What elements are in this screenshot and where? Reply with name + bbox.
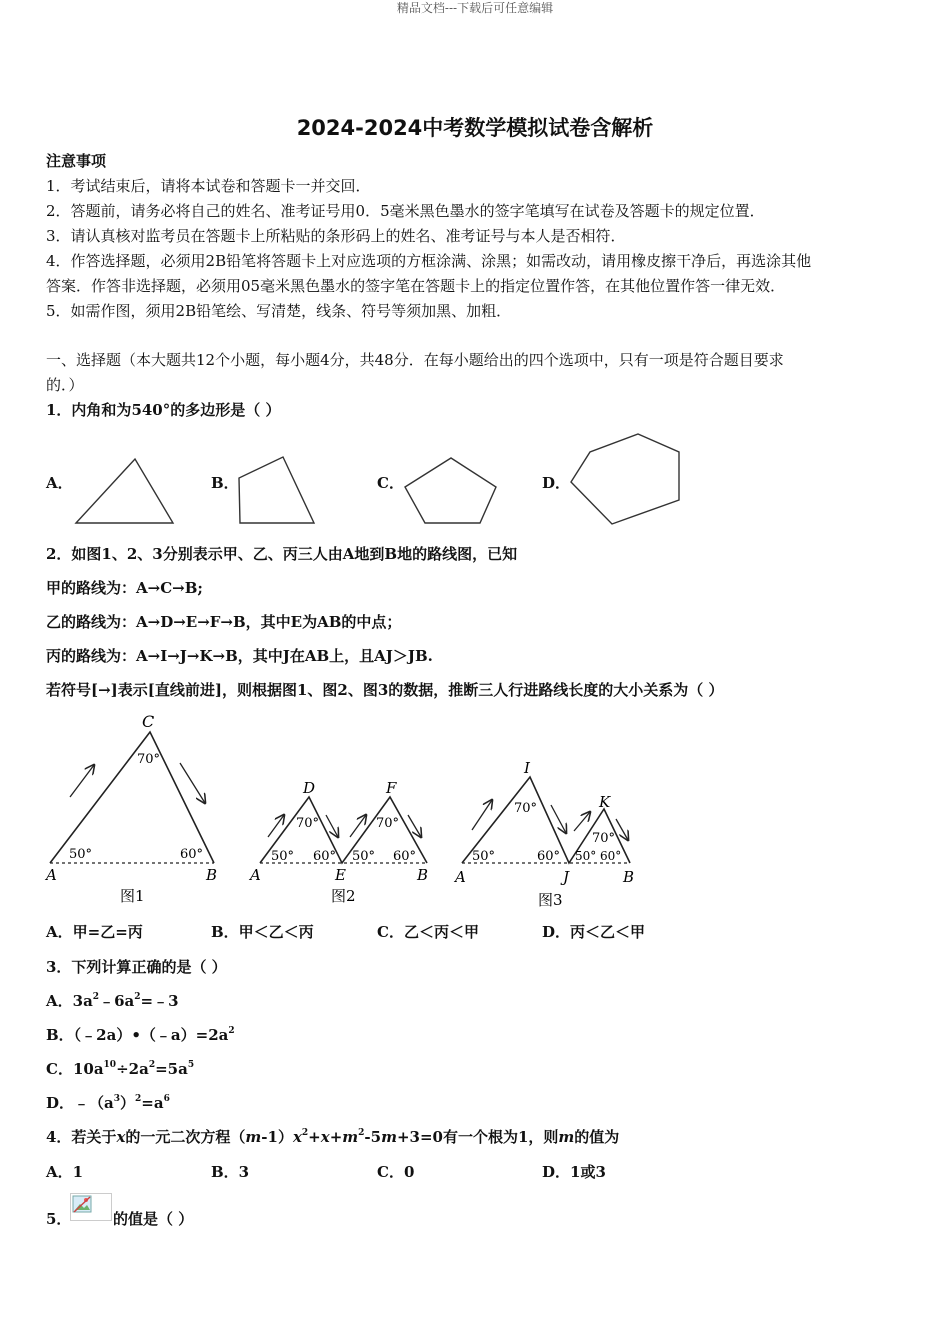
section-heading: 一、选择题（本大题共12个小题，每小题4分，共48分．在每小题给出的四个选项中，只有一项是符合题目要求: [46, 351, 784, 369]
fig2-label-b: B: [417, 866, 429, 884]
notice-item: 答案．作答非选择题，必须用05毫米黑色墨水的签字笔在答题卡上的指定位置作答，在其他位置作答一律无效．: [46, 277, 786, 295]
q1-option-a: A．: [46, 474, 73, 492]
triangle-shape: [76, 459, 173, 523]
fig3-caption: 图3: [538, 891, 563, 909]
fig3-label-b: B: [623, 868, 635, 886]
q1-stem: 1．内角和为540°的多边形是（ ）: [46, 401, 281, 419]
fig2-angle-e-left: 60°: [313, 849, 337, 864]
q1-option-b: B．: [211, 474, 239, 492]
fig1-label-c: C: [142, 712, 155, 731]
q3-option-b: B．$(﹣2a)•(﹣a)=2a^2$: [46, 1026, 235, 1044]
page-header: 精品文档---下载后可任意编辑: [396, 1, 554, 15]
fig3-angle-i: 70°: [514, 801, 538, 816]
fig2-label-e: E: [335, 866, 346, 884]
polygon-shapes: [0, 425, 950, 535]
figure-1: [50, 732, 214, 863]
section-heading-cont: 的．）: [46, 376, 84, 394]
notice-item: 3．请认真核对监考员在答题卡上所粘贴的条形码上的姓名、准考证号与本人是否相符．: [46, 227, 626, 245]
notice-item: 4．作答选择题，必须用2B铅笔将答题卡上对应选项的方框涂满、涂黑；如需改动，请用橡皮擦干净后，再选涂其他: [46, 252, 812, 270]
fig3-angle-j-left: 60°: [537, 849, 561, 864]
fig2-label-a: A: [250, 866, 261, 884]
fig3-angle-a: 50°: [472, 849, 496, 864]
q3-option-c: C．$10a^{10}\div 2a^2=5a^5$: [46, 1060, 195, 1078]
q2-option-b: B．甲＜乙＜丙: [211, 923, 314, 941]
q2-line: 甲的路线为：A→C→B;: [46, 579, 203, 597]
q3-option-a: A．$3a^2﹣6a^2=﹣3$: [46, 992, 179, 1010]
hexagon-shape: [571, 434, 679, 524]
fig2-angle-f: 70°: [376, 816, 400, 831]
q2-line: 乙的路线为：A→D→E→F→B，其中E为AB的中点；: [46, 613, 402, 631]
page-title: 2024-2024中考数学模拟试卷含解析: [296, 116, 654, 140]
q4-stem: 4．若关于x的一元二次方程$(m-1)x^2+x+m^2-5m+3=0$有一个根为1，则m的值为: [46, 1128, 620, 1146]
q5-stem: 的值是（ ）: [113, 1210, 194, 1228]
q2-option-c: C．乙＜丙＜甲: [377, 923, 479, 941]
fig1-angle-c: 70°: [137, 752, 161, 767]
q4-option-b: B．3: [211, 1163, 250, 1181]
fig2-angle-a: 50°: [271, 849, 295, 864]
q2-option-d: D．丙＜乙＜甲: [542, 923, 646, 941]
fig2-angle-e-right: 50°: [352, 849, 376, 864]
route-figures: [0, 705, 950, 915]
q5-number: 5．: [46, 1210, 72, 1228]
fig2-angle-b: 60°: [393, 849, 417, 864]
fig3-label-j: J: [563, 868, 570, 886]
q1-option-c: C．: [377, 474, 404, 492]
q4-option-a: A．1: [46, 1163, 84, 1181]
fig1-angle-a: 50°: [69, 847, 93, 862]
fig3-label-a: A: [455, 868, 466, 886]
quadrilateral-shape: [239, 457, 314, 523]
q1-option-d: D．: [542, 474, 571, 492]
fig3-label-i: I: [524, 759, 530, 777]
q2-option-a: A．甲=乙=丙: [46, 923, 143, 941]
fig3-angle-j-right: 50°: [575, 849, 597, 863]
q2-line: 2．如图1、2、3分别表示甲、乙、丙三人由A地到B地的路线图，已知: [46, 545, 518, 563]
fig1-caption: 图1: [120, 887, 145, 905]
fig1-angle-b: 60°: [180, 847, 204, 862]
fig3-angle-b: 60°: [600, 849, 622, 863]
notice-item: 1．考试结束后，请将本试卷和答题卡一并交回．: [46, 177, 371, 195]
fig3-label-k: K: [599, 793, 611, 811]
fig2-label-d: D: [303, 779, 316, 797]
pentagon-shape: [405, 458, 496, 523]
notice-heading: 注意事项: [46, 152, 107, 170]
broken-image-icon: [70, 1193, 112, 1221]
q2-line: 若符号[→]表示[直线前进]，则根据图1、图2、图3的数据，推断三人行进路线长度的大小关系为（ ）: [46, 681, 724, 699]
notice-item: 2．答题前，请务必将自己的姓名、准考证号用0．5毫米黑色墨水的签字笔填写在试卷及答题卡的规定位置．: [46, 202, 765, 220]
notice-item: 5．如需作图，须用2B铅笔绘、写清楚，线条、符号等须加黑、加粗．: [46, 302, 512, 320]
fig2-angle-d: 70°: [296, 816, 320, 831]
fig1-label-a: A: [46, 866, 57, 884]
q4-option-c: C．0: [377, 1163, 415, 1181]
fig2-label-f: F: [386, 779, 397, 797]
q4-option-d: D．1或3: [542, 1163, 606, 1181]
q3-stem: 3．下列计算正确的是（ ）: [46, 958, 227, 976]
q2-line: 丙的路线为：A→I→J→K→B，其中J在AB上，且AJ＞JB.: [46, 647, 433, 665]
fig1-label-b: B: [206, 866, 218, 884]
q3-option-d: D．$﹣(a^3)^2=a^6$: [46, 1094, 170, 1112]
fig2-caption: 图2: [331, 887, 356, 905]
fig3-angle-k: 70°: [592, 831, 616, 846]
